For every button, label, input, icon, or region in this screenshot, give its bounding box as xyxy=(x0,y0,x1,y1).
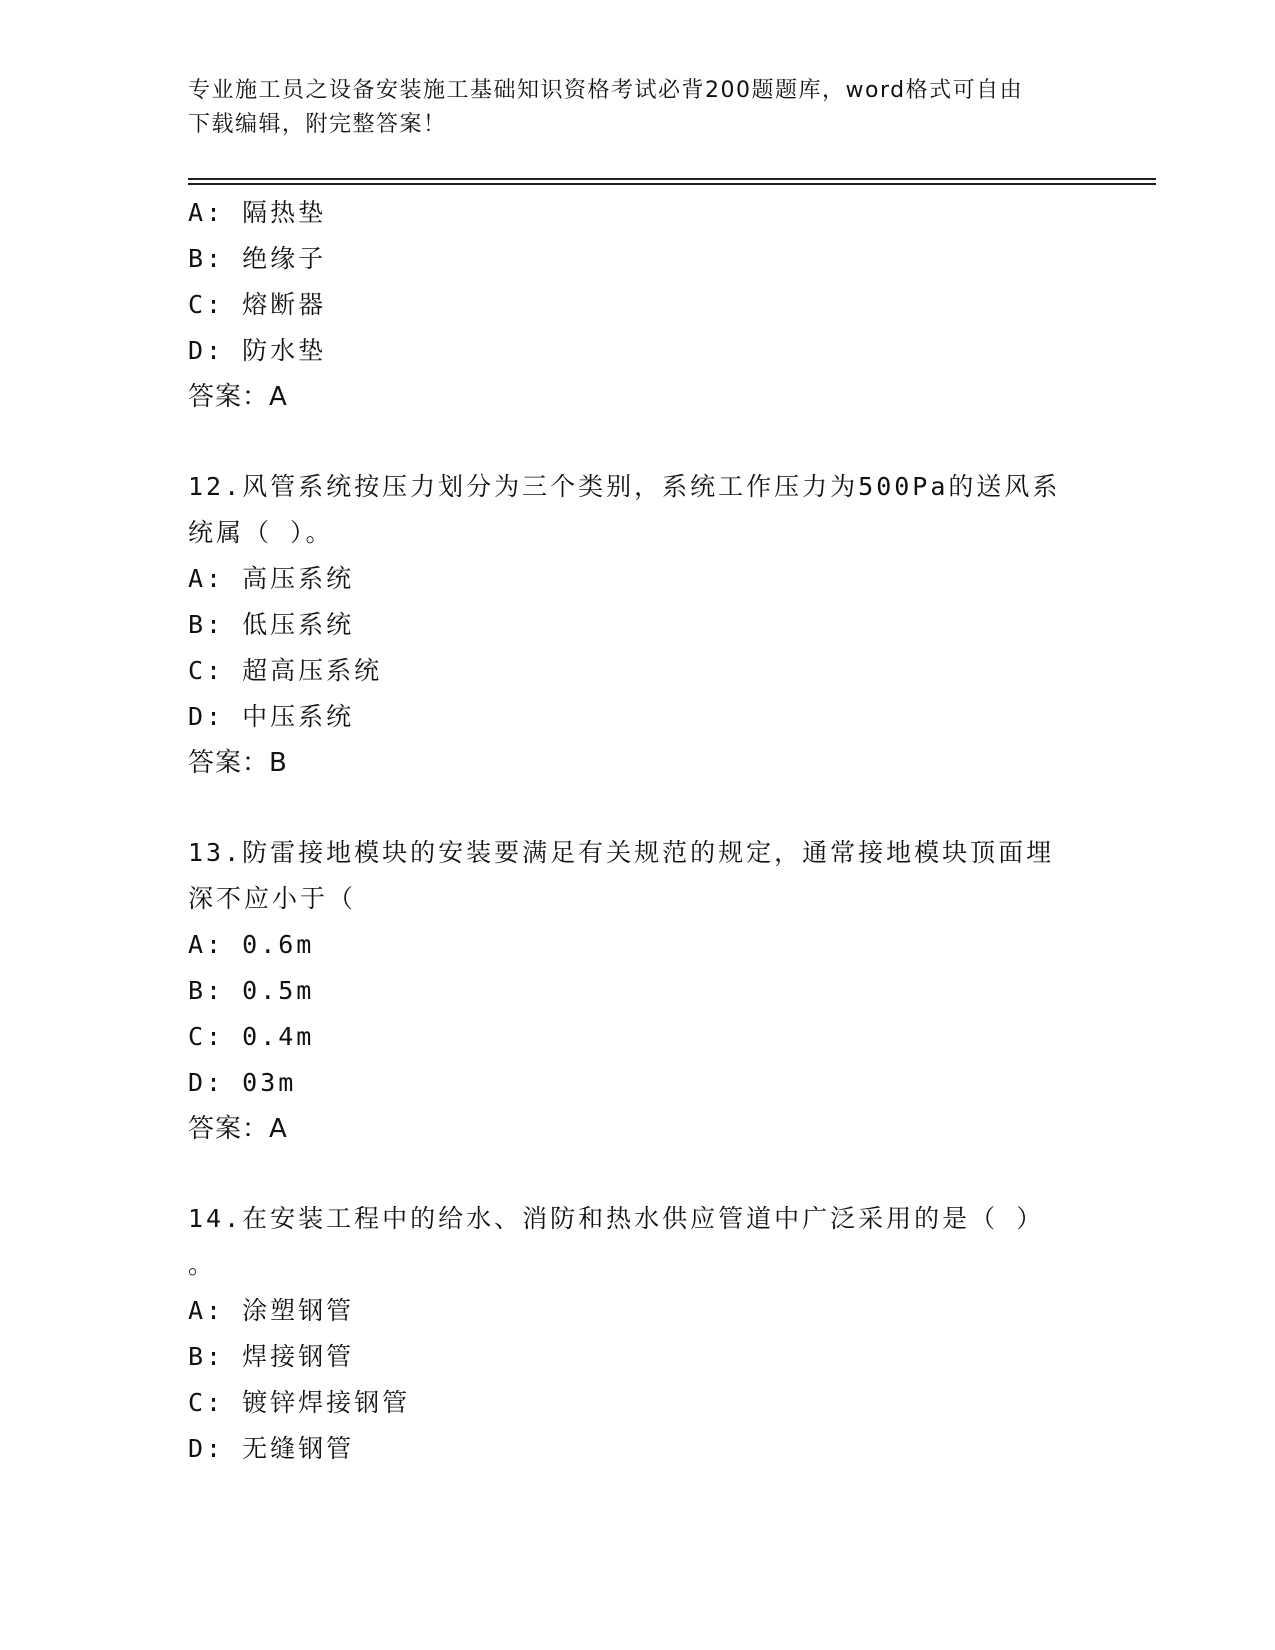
option-a: A: 0.6m xyxy=(188,930,315,959)
option-a: A: 隔热垫 xyxy=(188,198,327,227)
option-c: C: 镀锌焊接钢管 xyxy=(188,1388,411,1417)
question-12 xyxy=(188,464,1088,786)
question-stem-line-1: 12.风管系统按压力划分为三个类别，系统工作压力为500Pa的送风系 xyxy=(188,472,1061,501)
question-stem-line-2: 深不应小于（ xyxy=(188,884,357,913)
option-d: D: 防水垫 xyxy=(188,336,327,365)
question-stem-line-2: 统属（ ）。 xyxy=(188,518,334,547)
option-b: B: 焊接钢管 xyxy=(188,1342,355,1371)
option-c: C: 超高压系统 xyxy=(188,656,383,685)
document-header xyxy=(188,74,1068,142)
question-stem-line-2: 。 xyxy=(188,1250,217,1279)
question-stem-line-1: 14.在安装工程中的给水、消防和热水供应管道中广泛采用的是（ ） xyxy=(188,1204,1045,1233)
answer: 答案：B xyxy=(188,748,288,778)
header-line-1: 专业施工员之设备安装施工基础知识资格考试必背200题题库，word格式可自由 xyxy=(188,78,1024,103)
header-divider-bottom xyxy=(188,183,1156,185)
option-a: A: 涂塑钢管 xyxy=(188,1296,355,1325)
header-divider-top xyxy=(188,178,1156,180)
question-13 xyxy=(188,830,1088,1152)
option-b: B: 绝缘子 xyxy=(188,244,327,273)
question-14 xyxy=(188,1196,1088,1472)
option-d: D: 03m xyxy=(188,1068,297,1097)
option-b: B: 0.5m xyxy=(188,976,315,1005)
answer: 答案：A xyxy=(188,1114,288,1144)
option-c: C: 0.4m xyxy=(188,1022,315,1051)
question-stem xyxy=(188,464,1078,556)
header-line-2: 下载编辑，附完整答案！ xyxy=(188,112,447,137)
option-c: C: 熔断器 xyxy=(188,290,327,319)
question-stem xyxy=(188,1196,1078,1288)
question-stem xyxy=(188,830,1078,922)
option-a: A: 高压系统 xyxy=(188,564,355,593)
answer: 答案：A xyxy=(188,382,288,412)
option-d: D: 无缝钢管 xyxy=(188,1434,355,1463)
question-11 xyxy=(188,190,1088,420)
question-stem-line-1: 13.防雷接地模块的安装要满足有关规范的规定，通常接地模块顶面埋 xyxy=(188,838,1055,867)
question-list xyxy=(188,190,1088,1472)
option-b: B: 低压系统 xyxy=(188,610,355,639)
option-d: D: 中压系统 xyxy=(188,702,355,731)
